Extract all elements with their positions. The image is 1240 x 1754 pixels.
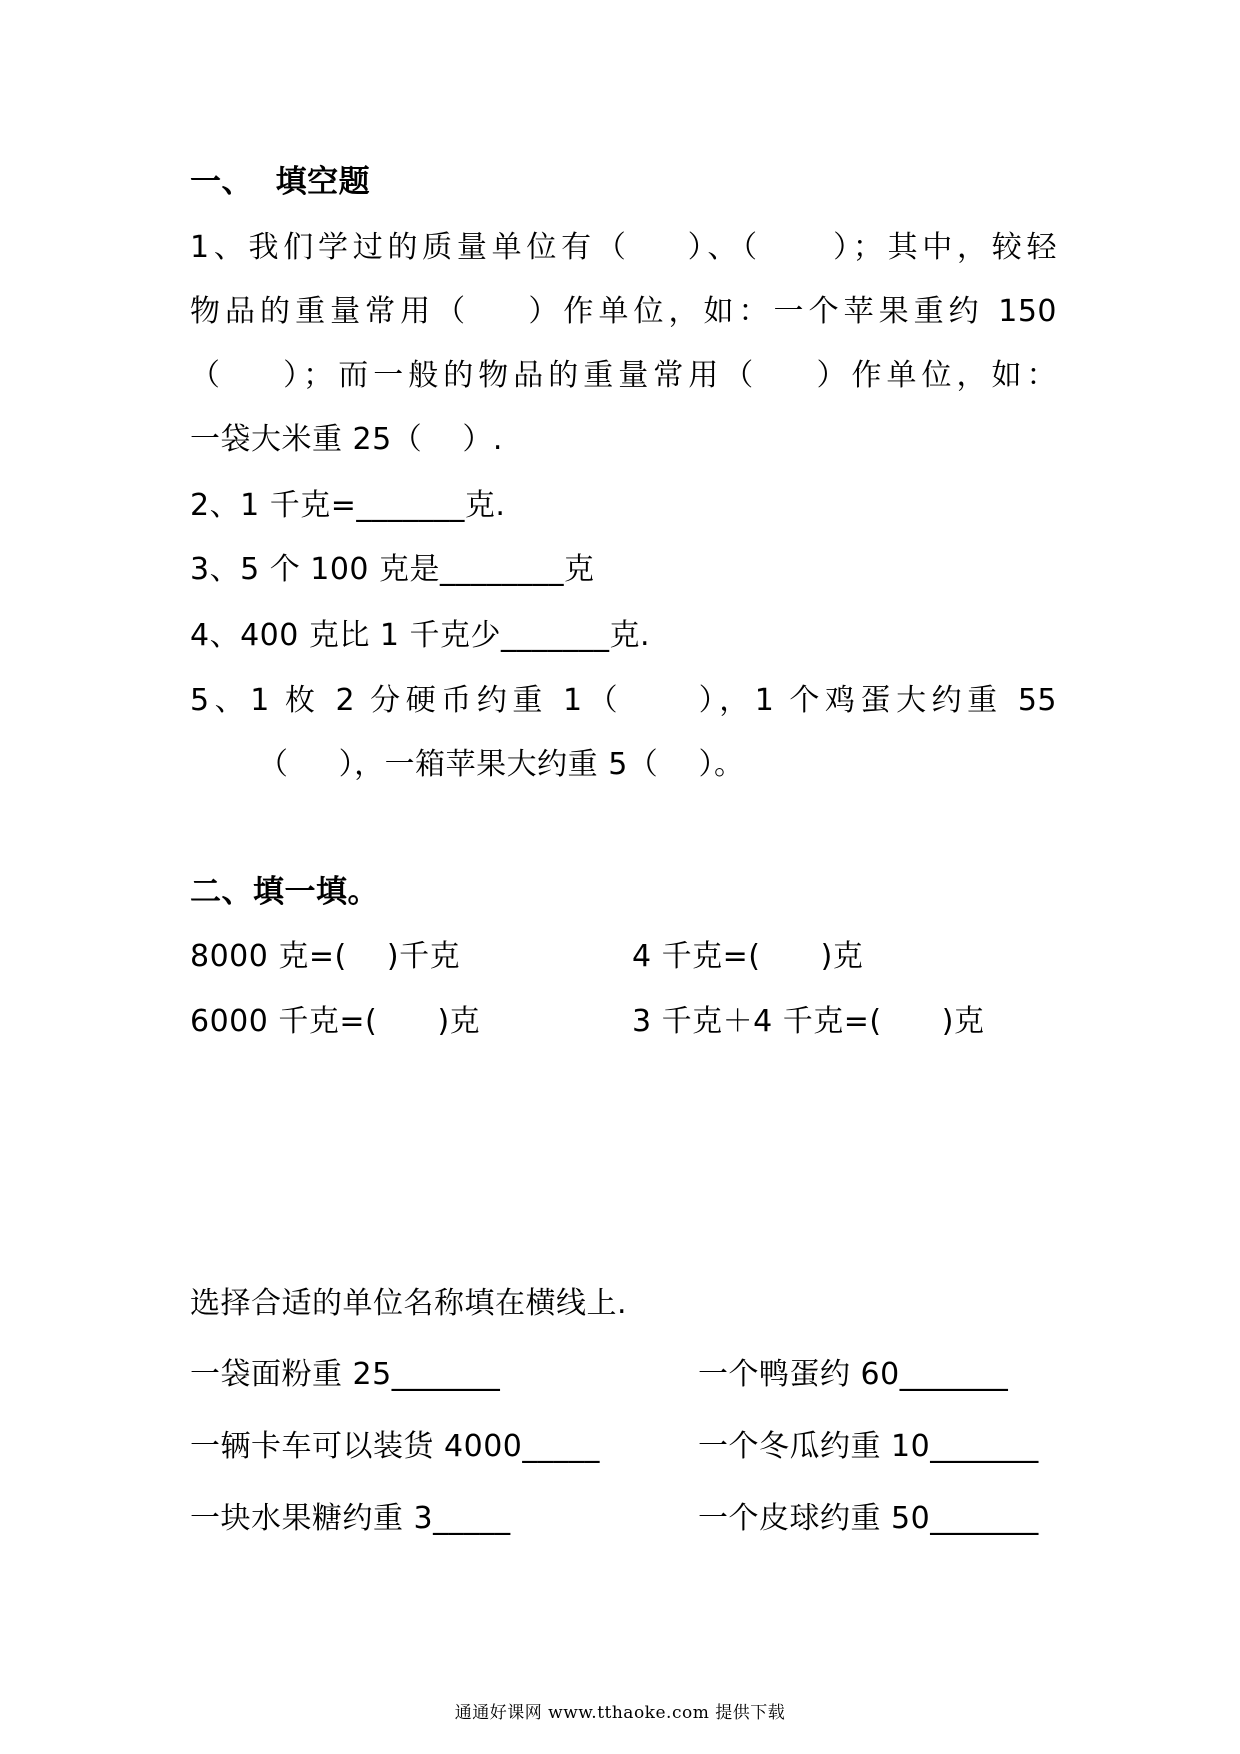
unit-item: 一个皮球约重 50_______ — [698, 1501, 1039, 1536]
conversion-item: 3 千克＋4 千克=( )克 — [632, 1004, 985, 1039]
question-2: 2、1 千克=_______克. — [190, 488, 506, 523]
unit-item: 一个鸭蛋约 60_______ — [698, 1357, 1009, 1392]
unit-item: 一袋面粉重 25_______ — [190, 1357, 501, 1392]
question-3: 3、5 个 100 克是________克 — [190, 552, 595, 587]
question-5-line-1: 5、1 枚 2 分硬币约重 1（ ），1 个鸡蛋大约重 55 — [190, 683, 1057, 718]
question-4: 4、400 克比 1 千克少_______克. — [190, 618, 651, 653]
unit-item: 一块水果糖约重 3_____ — [190, 1501, 511, 1536]
question-1-line-4: 一袋大米重 25（ ）. — [190, 422, 503, 457]
conversion-item: 8000 克=( )千克 — [190, 939, 461, 974]
unit-item: 一辆卡车可以装货 4000_____ — [190, 1429, 600, 1464]
question-1-line-2: 物品的重量常用（ ）作单位，如：一个苹果重约 150 — [190, 294, 1057, 329]
conversion-item: 6000 千克=( )克 — [190, 1004, 481, 1039]
unit-item: 一个冬瓜约重 10_______ — [698, 1429, 1039, 1464]
section3-instruction: 选择合适的单位名称填在横线上. — [190, 1286, 628, 1321]
question-1-line-1: 1、我们学过的质量单位有（ ）、（ ）；其中，较轻 — [190, 230, 1057, 265]
conversion-item: 4 千克=( )克 — [632, 939, 864, 974]
question-1-line-3: （ ）；而一般的物品的重量常用（ ）作单位，如： — [190, 358, 1057, 393]
footer-source: 通通好课网 www.tthaoke.com 提供下载 — [454, 1703, 786, 1723]
section1-title: 一、 填空题 — [190, 164, 371, 200]
section2-title: 二、填一填。 — [190, 874, 379, 910]
question-5-line-2: （ ），一箱苹果大约重 5（ ）。 — [258, 747, 745, 782]
